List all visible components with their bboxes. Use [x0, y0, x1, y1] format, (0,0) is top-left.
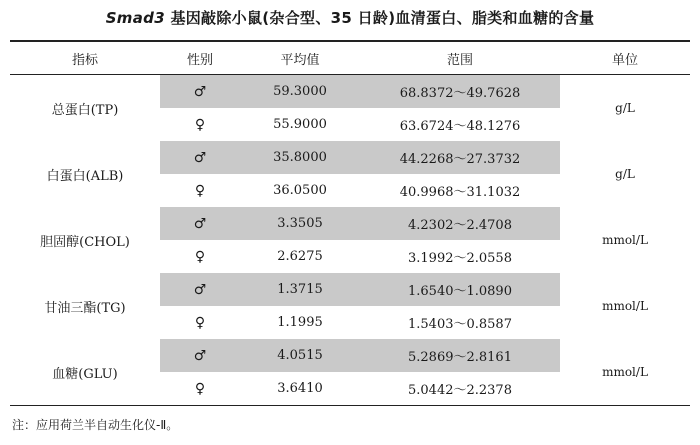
- female-symbol: ♀: [160, 372, 240, 406]
- table-row: [10, 75, 690, 109]
- gene-name: Smad3: [105, 9, 165, 27]
- range-value: 5.0442～2.2378: [360, 372, 560, 406]
- header-unit: 单位: [560, 41, 690, 75]
- mean-value: 36.0500: [273, 183, 327, 198]
- mean-value: 4.0515: [240, 339, 360, 372]
- table-row: [10, 141, 690, 174]
- indicator-name: 胆固醇(CHOL): [40, 234, 130, 250]
- table-footnote: 注：应用荷兰半自动生化仪-Ⅱ。: [12, 418, 179, 432]
- male-symbol: ♂: [160, 75, 240, 109]
- table-row: [10, 273, 690, 306]
- range-value: 1.5403～0.8587: [408, 317, 512, 332]
- header-row: [10, 41, 690, 75]
- header-mean: 平均值: [240, 41, 360, 75]
- mean-value: 35.8000: [240, 141, 360, 174]
- indicator-name: 白蛋白(ALB): [46, 168, 124, 184]
- mean-value: 1.3715: [240, 273, 360, 306]
- table-row: [10, 207, 690, 240]
- indicator-name: 甘油三酯(TG): [44, 300, 126, 316]
- range-value: 40.9968～31.1032: [399, 185, 521, 200]
- unit-value: mmol/L: [602, 299, 648, 313]
- header-sex: 性别: [160, 41, 240, 75]
- female-symbol: ♀: [194, 116, 206, 133]
- range-value: 63.6724～48.1276: [399, 119, 521, 134]
- indicator-name: 总蛋白(TP): [51, 102, 119, 118]
- mean-value: 3.3505: [240, 207, 360, 240]
- range-value: 44.2268～27.3732: [360, 141, 560, 174]
- unit-value: g/L: [615, 167, 635, 181]
- range-value: 3.1992～2.0558: [408, 251, 512, 266]
- range-value: 4.2302～2.4708: [360, 207, 560, 240]
- range-value: 5.2869～2.8161: [360, 339, 560, 372]
- unit-value: g/L: [615, 101, 635, 115]
- male-symbol: ♂: [160, 141, 240, 174]
- table-title: [0, 7, 700, 28]
- female-symbol: ♀: [194, 182, 206, 199]
- male-symbol: ♂: [160, 273, 240, 306]
- title-text: 基因敲除小鼠(杂合型、35 日龄)血清蛋白、脂类和血糖的含量: [164, 9, 595, 27]
- header-range: 范围: [360, 41, 560, 75]
- mean-value: 1.1995: [277, 315, 323, 330]
- unit-value: mmol/L: [560, 339, 690, 406]
- range-value: 1.6540～1.0890: [360, 273, 560, 306]
- female-symbol: ♀: [194, 248, 206, 265]
- male-symbol: ♂: [160, 207, 240, 240]
- indicator-name: 血糖(GLU): [10, 339, 160, 406]
- mean-value: 59.3000: [240, 75, 360, 109]
- male-symbol: ♂: [160, 339, 240, 372]
- mean-value: 3.6410: [240, 372, 360, 406]
- mean-value: 55.9000: [273, 117, 327, 132]
- mean-value: 2.6275: [277, 249, 323, 264]
- serum-table: [10, 40, 690, 406]
- header-indicator: 指标: [10, 41, 160, 75]
- table-row: [10, 339, 690, 372]
- unit-value: mmol/L: [602, 233, 648, 247]
- female-symbol: ♀: [194, 314, 206, 331]
- range-value: 68.8372～49.7628: [360, 75, 560, 109]
